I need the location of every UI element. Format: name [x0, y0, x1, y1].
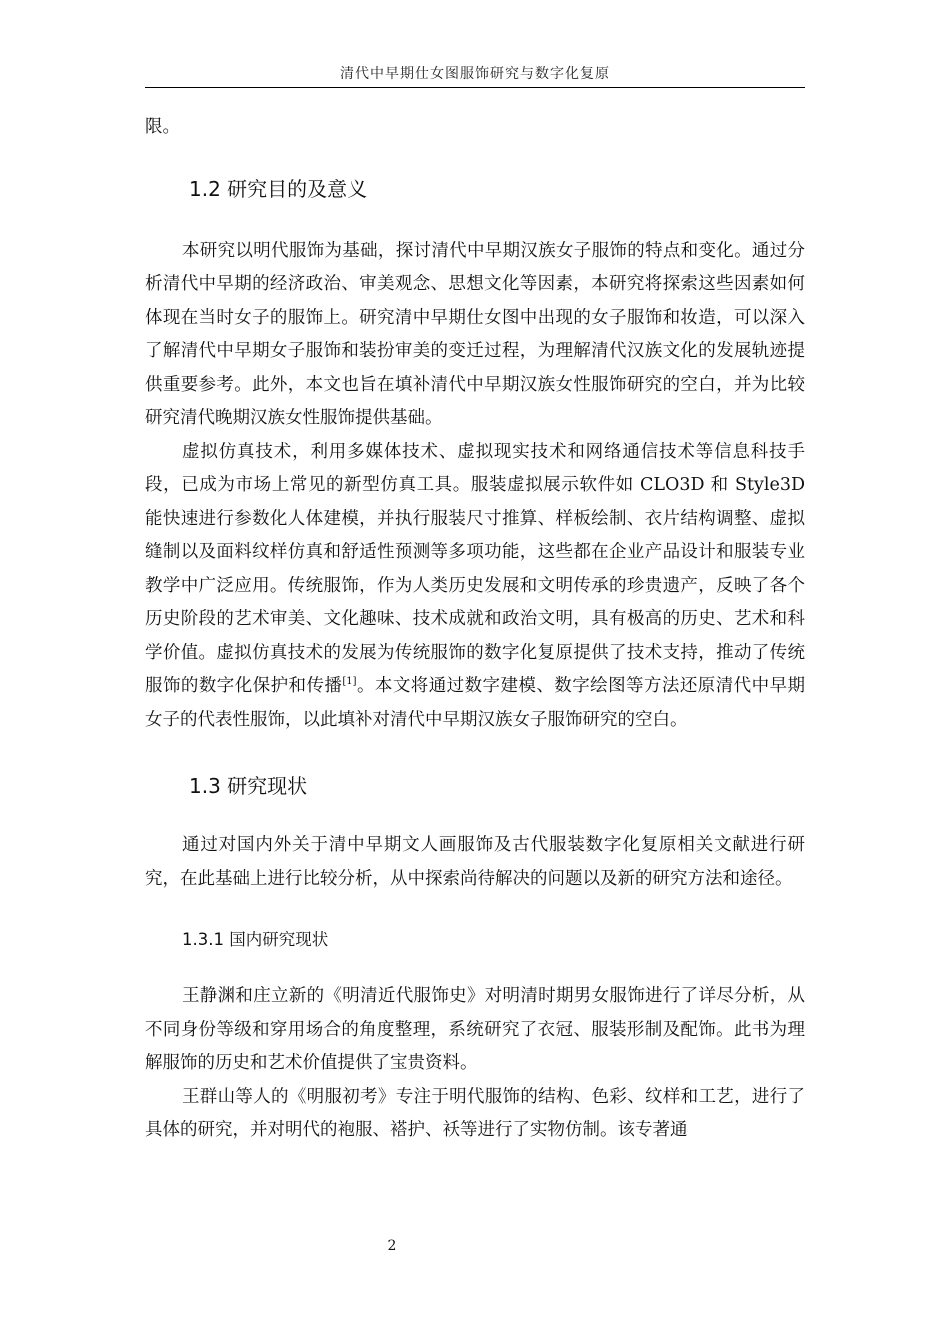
paragraph-status-intro: 通过对国内外关于清中早期文人画服饰及古代服装数字化复原相关文献进行研究，在此基础上进行比较分析，从中探索尚待解决的问题以及新的研究方法和途径。: [145, 835, 805, 889]
citation-ref[interactable]: [1]: [342, 676, 357, 687]
page-body: [145, 111, 805, 1148]
page-number: 2: [387, 1238, 397, 1254]
paragraph-virtual-simulation: [145, 436, 805, 738]
paragraph-text-b: 。本文将通过数字建模、数字绘图等方法还原清代中早期女子的代表性服饰，以此填补对清代中早期汉族女子服饰研究的空白。: [145, 676, 806, 730]
section-heading-1-3: 1.3 研究现状: [189, 774, 308, 798]
section-heading-1-3-1: 1.3.1 国内研究现状: [182, 930, 329, 949]
section-heading-1-2: 1.2 研究目的及意义: [189, 176, 368, 201]
paragraph-domestic-2: 王群山等人的《明服初考》专注于明代服饰的结构、色彩、纹样和工艺，进行了具体的研究，并对明代的袍服、褡护、袄等进行了实物仿制。该专著通: [145, 1086, 805, 1140]
paragraph-text-a: 虚拟仿真技术，利用多媒体技术、虚拟现实技术和网络通信技术等信息科技手段，已成为市场上常见的新型仿真工具。服装虚拟展示软件如 CLO3D 和 Style3D 能快速进行参数化人体建模，并执行服装尺寸推算、样板绘制、衣片结构调整、虚拟缝制以及面料纹样仿真和舒适性预测等多项功能，这些都在企业产品设计和服装专业教学中广泛应用。传统服饰，作为人类历史发展和文明传承的珍贵遗产，反映了各个历史阶段的艺术审美、文化趣味、技术成就和政治文明，具有极高的历史、艺术和科学价值。虚拟仿真技术的发展为传统服饰的数字化复原提供了技术支持，推动了传统服饰的数字化保护和传播: [145, 441, 805, 696]
carry-over-text: 限。: [145, 117, 180, 137]
paragraph-purpose: 本研究以明代服饰为基础，探讨清代中早期汉族女子服饰的特点和变化。通过分析清代中早期的经济政治、审美观念、思想文化等因素，本研究将探索这些因素如何体现在当时女子的服饰上。研究清中早期仕女图中出现的女子服饰和妆造，可以深入了解清代中早期女子服饰和装扮审美的变迁过程，为理解清代汉族文化的发展轨迹提供重要参考。此外，本文也旨在填补清代中早期汉族女性服饰研究的空白，并为比较研究清代晚期汉族女性服饰提供基础。: [145, 240, 805, 428]
paragraph-domestic-1: 王静渊和庄立新的《明清近代服饰史》对明清时期男女服饰进行了详尽分析，从不同身份等级和穿用场合的角度整理，系统研究了衣冠、服装形制及配饰。此书为理解服饰的历史和艺术价值提供了宝贵资料。: [145, 986, 805, 1073]
running-header: 清代中早期仕女图服饰研究与数字化复原: [145, 63, 805, 88]
